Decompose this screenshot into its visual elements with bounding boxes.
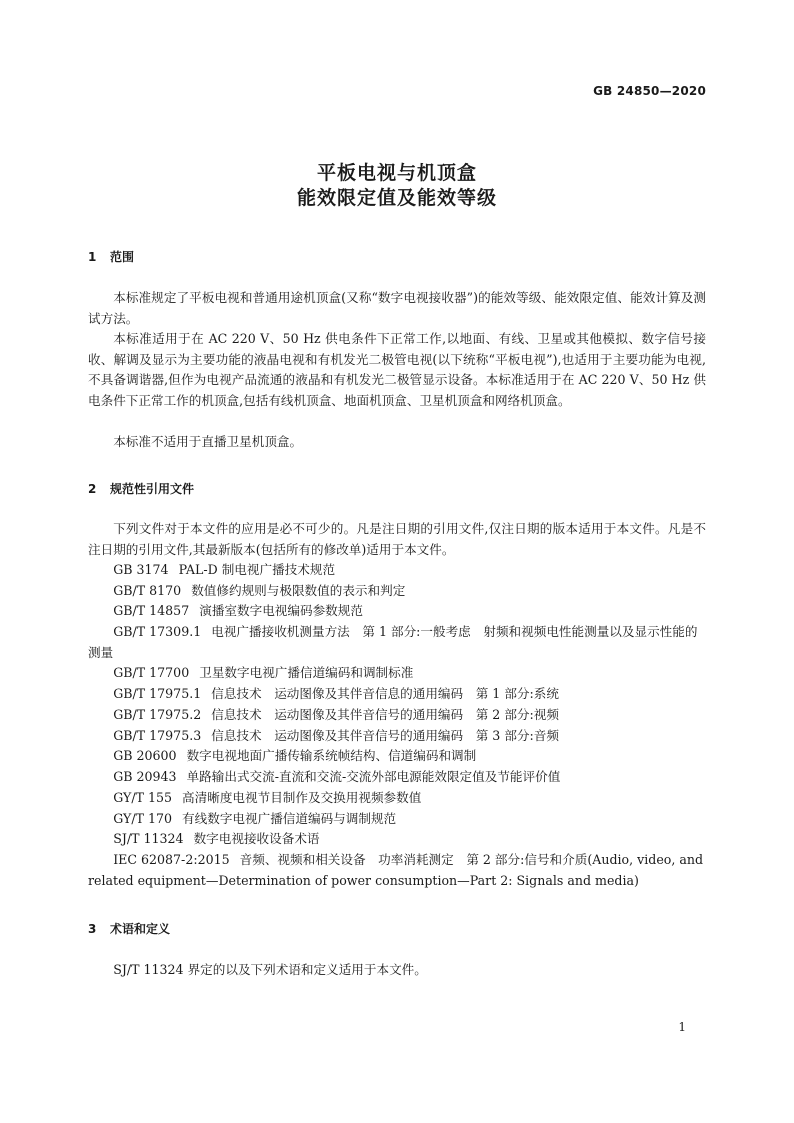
section2-title: 规范性引用文件 <box>110 482 195 496</box>
ref-code: GB/T 17700 <box>113 665 190 680</box>
ref-item <box>88 663 706 684</box>
ref-title: 有线数字电视广播信道编码与调制规范 <box>182 811 397 826</box>
ref-item <box>88 746 706 767</box>
ref-item <box>88 705 706 726</box>
ref-code: IEC 62087-2:2015 <box>113 852 230 867</box>
section2-heading <box>88 480 194 497</box>
ref-item <box>88 726 706 747</box>
standard-number: GB 24850—2020 <box>593 84 706 98</box>
ref-title: 电视广播接收机测量方法 第 1 部分:一般考虑 射频和视频电性能测量以及显示性能的测量 <box>88 624 698 660</box>
ref-code: GB/T 8170 <box>113 583 182 598</box>
ref-title: 数字电视接收设备术语 <box>193 831 320 846</box>
ref-title: 信息技术 运动图像及其伴音信号的通用编码 第 3 部分:音频 <box>211 728 559 743</box>
ref-code: GB 20600 <box>113 748 177 763</box>
section1-paragraph-1: 本标准规定了平板电视和普通用途机顶盒(又称“数字电视接收器”)的能效等级、能效限定值、能效计算及测试方法。 <box>88 290 707 326</box>
section2-intro: 下列文件对于本文件的应用是必不可少的。凡是注日期的引用文件,仅注日期的版本适用于本文件。凡是不注日期的引用文件,其最新版本(包括所有的修改单)适用于本文件。 <box>88 521 706 557</box>
section1-number: 1 <box>88 250 97 264</box>
ref-item <box>88 829 706 850</box>
page-number: 1 <box>678 1020 686 1034</box>
ref-item <box>88 622 706 663</box>
ref-code: GB/T 14857 <box>113 603 190 618</box>
ref-title: 音频、视频和相关设备 功率消耗测定 第 2 部分:信号和介质(Audio, video, and related equipment—Determination of power consumption—Part 2: Signals and media) <box>88 852 704 888</box>
ref-title: 演播室数字电视编码参数规范 <box>199 603 363 618</box>
section1-heading <box>88 248 134 265</box>
ref-item <box>88 601 706 622</box>
document-title-line2: 能效限定值及能效等级 <box>296 187 497 209</box>
ref-item <box>88 581 706 602</box>
ref-code: GY/T 155 <box>113 790 173 805</box>
ref-title: 数值修约规则与极限数值的表示和判定 <box>191 583 406 598</box>
ref-code: GB/T 17975.1 <box>113 686 202 701</box>
ref-title: 信息技术 运动图像及其伴音信息的通用编码 第 1 部分:系统 <box>211 686 559 701</box>
section1-paragraph-2: 本标准适用于在 AC 220 V、50 Hz 供电条件下正常工作,以地面、有线、卫星或其他模拟、数字信号接收、解调及显示为主要功能的液晶电视和有机发光二极管电视(以下统称“平板电视”),也适用于主要功能为电视,不具备调谐器,但作为电视产品流通的液晶和有机发光二极管显示设备。本标准适用于在 AC 220 V、50 Hz 供电条件下正常工作的机顶盒,包括有线机顶盒、地面机顶盒、卫星机顶盒和网络机顶盒。 <box>88 331 706 408</box>
section3-heading <box>88 920 170 937</box>
ref-title: 单路输出式交流-直流和交流-交流外部电源能效限定值及节能评价值 <box>186 769 561 784</box>
ref-title: 数字电视地面广播传输系统帧结构、信道编码和调制 <box>186 748 477 763</box>
ref-item <box>88 560 706 581</box>
section3-title: 术语和定义 <box>110 922 171 936</box>
ref-code: GB 3174 <box>113 562 169 577</box>
section3-intro: SJ/T 11324 界定的以及下列术语和定义适用于本文件。 <box>113 962 427 977</box>
section1-paragraph-3: 本标准不适用于直播卫星机顶盒。 <box>113 434 303 449</box>
ref-title: 信息技术 运动图像及其伴音信号的通用编码 第 2 部分:视频 <box>211 707 559 722</box>
ref-item <box>88 684 706 705</box>
ref-item <box>88 809 706 830</box>
section2-number: 2 <box>88 482 97 496</box>
ref-code: SJ/T 11324 <box>113 831 184 846</box>
ref-code: GB 20943 <box>113 769 177 784</box>
ref-title: 高清晰度电视节目制作及交换用视频参数值 <box>182 790 422 805</box>
ref-code: GB/T 17975.3 <box>113 728 202 743</box>
section3-number: 3 <box>88 922 97 936</box>
ref-item <box>88 767 706 788</box>
ref-item <box>88 850 706 891</box>
ref-title: PAL-D 制电视广播技术规范 <box>178 562 336 577</box>
ref-title: 卫星数字电视广播信道编码和调制标准 <box>199 665 414 680</box>
ref-code: GY/T 170 <box>113 811 173 826</box>
document-title-line1: 平板电视与机顶盒 <box>316 162 477 184</box>
ref-code: GB/T 17309.1 <box>113 624 202 639</box>
ref-code: GB/T 17975.2 <box>113 707 202 722</box>
section1-title: 范围 <box>110 250 135 264</box>
ref-item <box>88 788 706 809</box>
